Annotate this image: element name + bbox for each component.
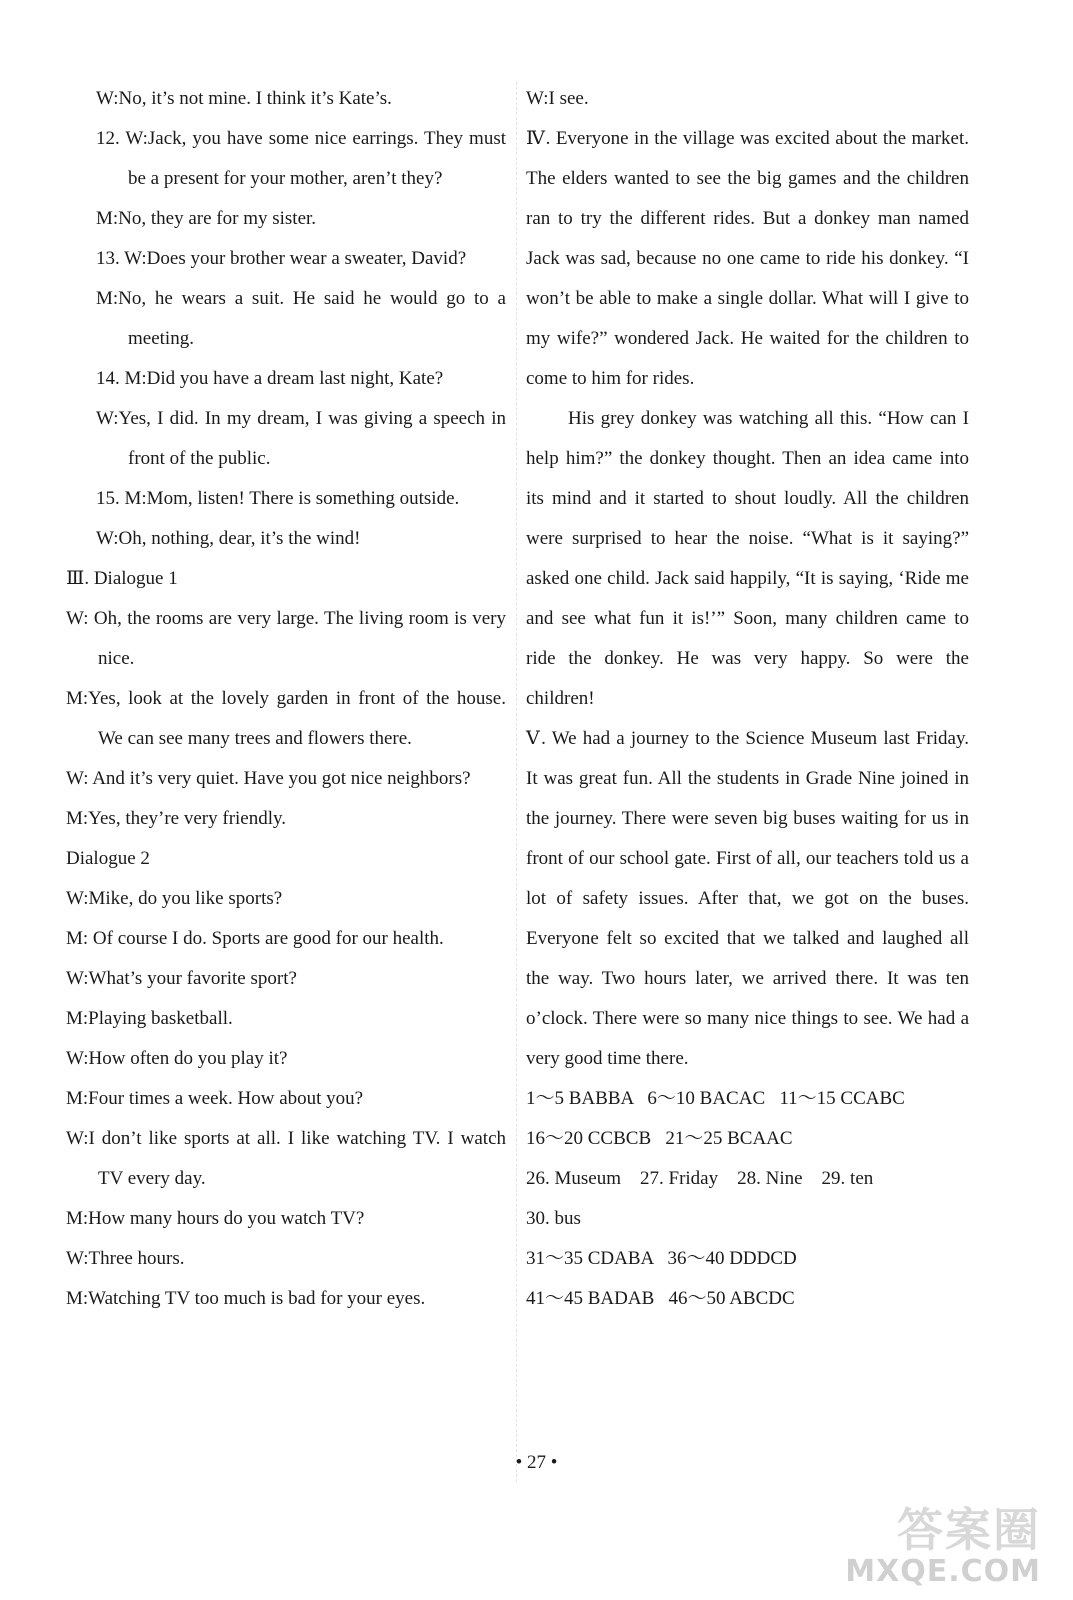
left-paragraph: M:Yes, look at the lovely garden in front of the house. We can see many trees and flowers there. <box>66 688 506 749</box>
left-paragraph: M:Playing basketball. <box>66 1008 233 1029</box>
right-paragraph: 31～35 CDABA 36～40 DDDCD <box>526 1248 797 1269</box>
left-paragraph: W:How often do you play it? <box>66 1048 288 1069</box>
watermark-en: MXQE.COM <box>845 1554 1041 1589</box>
left-paragraph: Ⅲ. Dialogue 1 <box>66 568 178 589</box>
left-paragraph: M:Yes, they’re very friendly. <box>66 808 287 829</box>
left-paragraph: W:Three hours. <box>66 1248 185 1269</box>
right-paragraph: 26. Museum 27. Friday 28. Nine 29. ten <box>526 1168 874 1189</box>
watermark-cn: 答案圈 <box>897 1503 1041 1557</box>
left-paragraph: W:What’s your favorite sport? <box>66 968 297 989</box>
column-divider <box>516 82 517 1482</box>
left-paragraph: M: Of course I do. Sports are good for our health. <box>66 928 444 949</box>
left-paragraph: W:Mike, do you like sports? <box>66 888 283 909</box>
left-paragraph: M:Watching TV too much is bad for your eyes. <box>66 1288 426 1309</box>
right-paragraph: His grey donkey was watching all this. “How can I help him?” the donkey thought. Then an idea came into its mind and it started to shout loudly. All the children were surprised to hear the noise. “What is it saying?” asked one child. Jack said happily, “It is saying, ‘Ride me and see what fun it is!’” Soon, many children came to ride the donkey. He was very happy. So were the children! <box>526 408 969 709</box>
left-paragraph: M:Four times a week. How about you? <box>66 1088 364 1109</box>
left-paragraph: Dialogue 2 <box>66 848 150 869</box>
left-paragraph: W:I don’t like sports at all. I like watching TV. I watch TV every day. <box>66 1128 506 1189</box>
left-paragraph: W: And it’s very quiet. Have you got nice neighbors? <box>66 768 471 789</box>
watermark-logo <box>845 1503 1061 1594</box>
left-paragraph: 15. M:Mom, listen! There is something outside. <box>96 488 460 509</box>
right-paragraph: 41～45 BADAB 46～50 ABCDC <box>526 1288 795 1309</box>
right-paragraph: Ⅳ. Everyone in the village was excited about the market. The elders wanted to see the big games and the children ran to try the different rides. But a donkey man named Jack was sad, because no one came to ride his donkey. “I won’t be able to make a single dollar. What will I give to my wife?” wondered Jack. He waited for the children to come to him for rides. <box>526 128 969 389</box>
left-paragraph: 13. W:Does your brother wear a sweater, David? <box>96 248 467 269</box>
left-paragraph: W:Oh, nothing, dear, it’s the wind! <box>96 528 361 549</box>
right-column <box>526 79 969 1319</box>
right-paragraph: 30. bus <box>526 1208 581 1229</box>
left-paragraph: W: Oh, the rooms are very large. The living room is very nice. <box>66 608 506 669</box>
left-paragraph: W:No, it’s not mine. I think it’s Kate’s. <box>96 88 392 109</box>
left-column <box>66 79 506 1319</box>
right-paragraph: 16～20 CCBCB 21～25 BCAAC <box>526 1128 793 1149</box>
left-paragraph: M:No, he wears a suit. He said he would go to a meeting. <box>96 288 506 349</box>
left-paragraph: 14. M:Did you have a dream last night, Kate? <box>96 368 444 389</box>
right-paragraph: Ⅴ. We had a journey to the Science Museum last Friday. It was great fun. All the students in Grade Nine joined in the journey. There were seven big buses waiting for us in front of our school gate. First of all, our teachers told us a lot of safety issues. After that, we got on the buses. Everyone felt so excited that we talked and laughed all the way. Two hours later, we arrived there. It was ten o’clock. There were so many nice things to see. We had a very good time there. <box>526 728 969 1069</box>
right-paragraph: 1～5 BABBA 6～10 BACAC 11～15 CCABC <box>526 1088 905 1109</box>
left-paragraph: M:No, they are for my sister. <box>96 208 317 229</box>
page-number: • 27 • <box>515 1452 558 1473</box>
left-paragraph: W:Yes, I did. In my dream, I was giving a speech in front of the public. <box>96 408 506 469</box>
left-paragraph: 12. W:Jack, you have some nice earrings. They must be a present for your mother, aren’t they? <box>96 128 506 189</box>
left-paragraph: M:How many hours do you watch TV? <box>66 1208 365 1229</box>
right-paragraph: W:I see. <box>526 88 589 109</box>
